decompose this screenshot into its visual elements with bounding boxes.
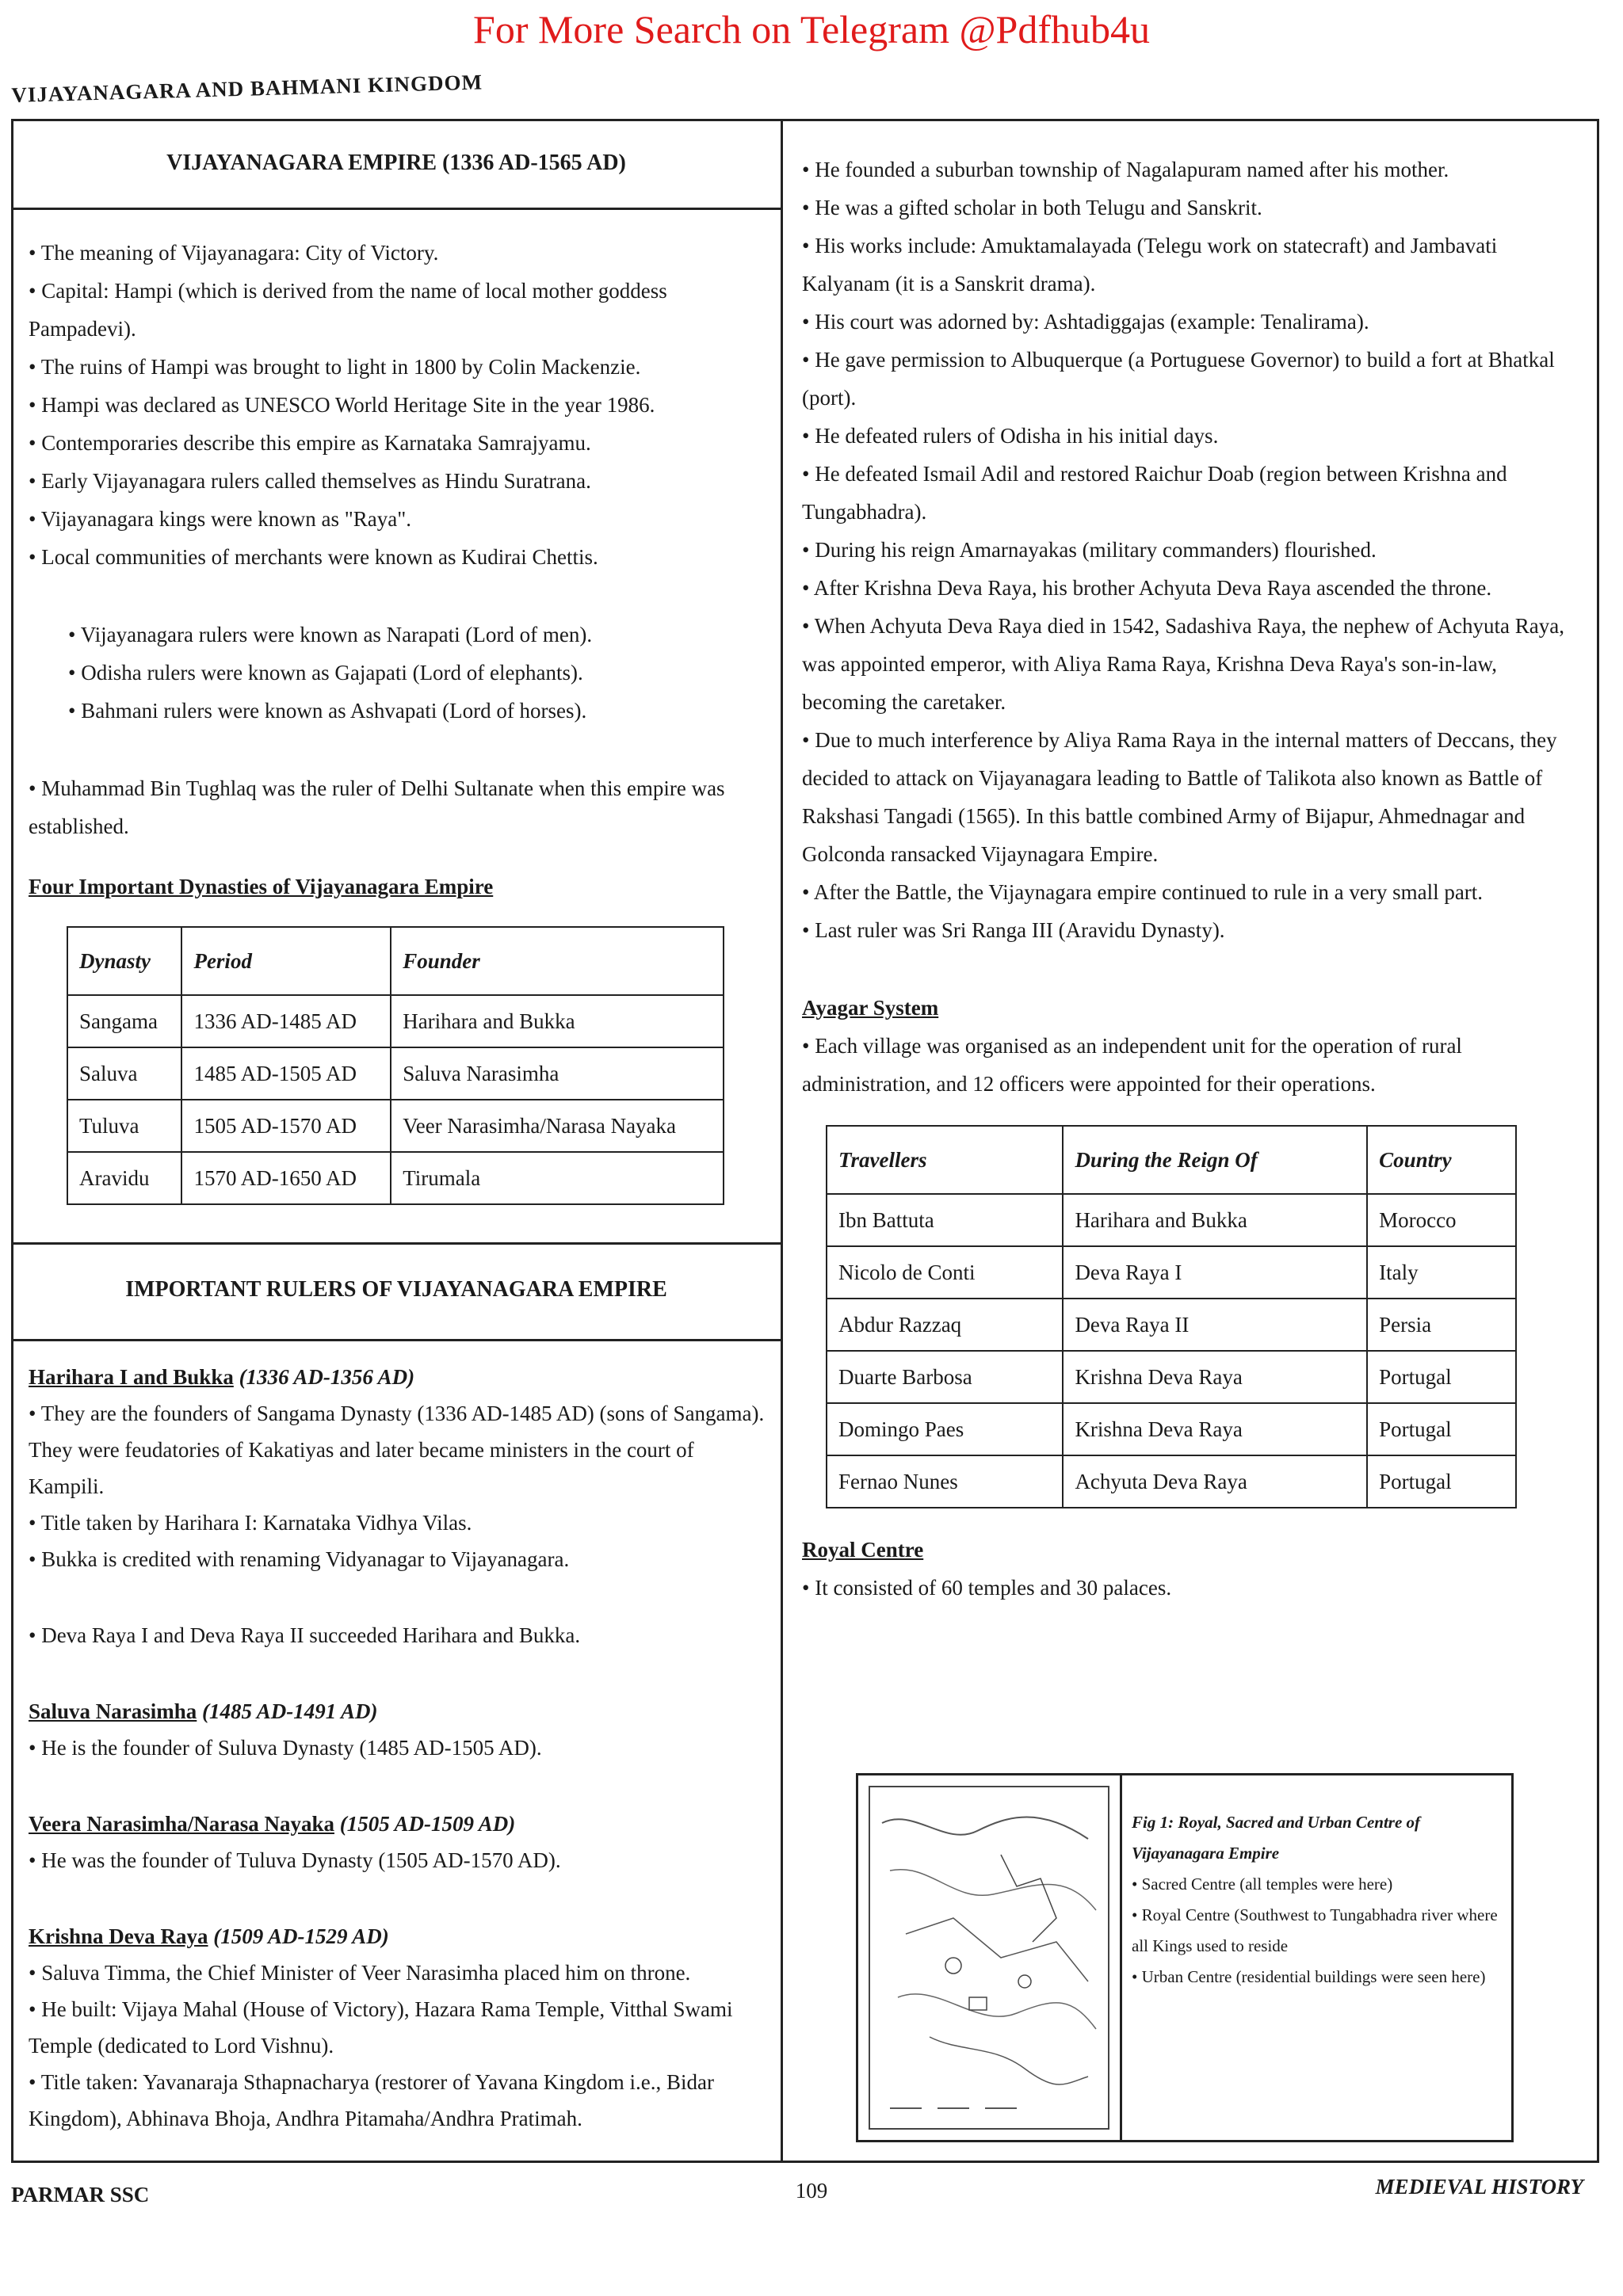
list-item: • The meaning of Vijayanagara: City of Victory. [29, 241, 439, 265]
list-item: • He gave permission to Albuquerque (a Portuguese Governor) to build a fort at Bhatkal (port). [802, 348, 1555, 410]
list-item: • During his reign Amarnayakas (military commanders) flourished. [802, 538, 1377, 562]
list-item: • He was the founder of Tuluva Dynasty (1505 AD-1570 AD). [29, 1848, 561, 1872]
list-item: • He was a gifted scholar in both Telugu and Sanskrit. [802, 196, 1262, 219]
table-row: Sangama 1336 AD-1485 AD Harihara and Bukka [67, 995, 724, 1047]
left-section-divider [11, 1242, 781, 1245]
tughlaq-note: • Muhammad Bin Tughlaq was the ruler of Delhi Sultanate when this empire was established. [29, 776, 725, 838]
column-divider [781, 119, 783, 2163]
list-item: • Hampi was declared as UNESCO World Heritage Site in the year 1986. [29, 393, 655, 417]
table-row: Domingo Paes Krishna Deva Raya Portugal [827, 1403, 1516, 1455]
telegram-banner: For More Search on Telegram @Pdfhub4u [473, 7, 1150, 51]
right-content [802, 151, 1583, 1607]
list-item: • Title taken by Harihara I: Karnataka Vidhya Vilas. [29, 1511, 472, 1535]
list-item: • Odisha rulers were known as Gajapati (Lord of elephants). [68, 661, 583, 685]
list-item: • When Achyuta Deva Raya died in 1542, Sadashiva Raya, the nephew of Achyuta Raya, was appointed emperor, with Aliya Rama Raya, Krishna Deva Raya's son-in-law, becoming the caretaker. [802, 614, 1564, 714]
list-item: • He founded a suburban township of Nagalapuram named after his mother. [802, 158, 1449, 181]
list-item: • His works include: Amuktamalayada (Telegu work on statecraft) and Jambavati Kalyanam (it is a Sanskrit drama). [802, 234, 1498, 296]
travellers-table [826, 1125, 1517, 1508]
list-item: • After the Battle, the Vijaynagara empire continued to rule in a very small part. [802, 880, 1484, 904]
important-rulers-heading: IMPORTANT RULERS OF VIJAYANAGARA EMPIRE [125, 1277, 667, 1302]
list-item: • It consisted of 60 temples and 30 palaces. [802, 1576, 1172, 1600]
table-header-row: Dynasty Period Founder [67, 927, 724, 995]
table-row: Fernao Nunes Achyuta Deva Raya Portugal [827, 1455, 1516, 1508]
table-header-row: Travellers During the Reign Of Country [827, 1126, 1516, 1194]
figure-caption-panel [1132, 1807, 1504, 1993]
ruler-heading: Saluva Narasimha (1485 AD-1491 AD) [29, 1699, 378, 1723]
vijayanagara-heading: VIJAYANAGARA EMPIRE (1336 AD-1565 AD) [166, 151, 626, 175]
ayagar-heading: Ayagar System [802, 996, 939, 1020]
list-item: • He is the founder of Suluva Dynasty (1485 AD-1505 AD). [29, 1736, 542, 1760]
left-top-content [29, 234, 766, 1205]
table-row: Duarte Barbosa Krishna Deva Raya Portugal [827, 1351, 1516, 1403]
ruler-heading: Krishna Deva Raya (1509 AD-1529 AD) [29, 1924, 389, 1948]
list-item: • Vijayanagara kings were known as "Raya". [29, 507, 411, 531]
list-item: • Saluva Timma, the Chief Minister of Veer Narasimha placed him on throne. [29, 1961, 691, 1985]
footer-publisher: PARMAR SSC [11, 2183, 150, 2206]
left-bottom-content [29, 1359, 766, 2137]
list-item: • Each village was organised as an independent unit for the operation of rural administration, and 12 officers were appointed for their operations. [802, 1034, 1462, 1096]
list-item: • Sacred Centre (all temples were here) [1132, 1875, 1393, 1894]
list-item: • He defeated Ismail Adil and restored Raichur Doab (region between Krishna and Tungabhadra). [802, 462, 1507, 524]
vijayanagara-map-sketch [858, 1775, 1120, 2140]
list-item: • Title taken: Yavanaraja Sthapnacharya (restorer of Yavana Kingdom i.e., Bidar Kingdom), Abhinava Bhoja, Andhra Pitamaha/Andhra Pratimah. [29, 2070, 715, 2130]
royal-centre-figure [856, 1773, 1514, 2142]
list-item: • His court was adorned by: Ashtadiggajas (example: Tenalirama). [802, 310, 1369, 334]
list-item: • After Krishna Deva Raya, his brother Achyuta Deva Raya ascended the throne. [802, 576, 1492, 600]
list-item: • The ruins of Hampi was brought to light in 1800 by Colin Mackenzie. [29, 355, 641, 379]
list-item: • Royal Centre (Southwest to Tungabhadra river where all Kings used to reside [1132, 1905, 1498, 1955]
table-row: Aravidu 1570 AD-1650 AD Tirumala [67, 1152, 724, 1204]
royal-centre-heading: Royal Centre [802, 1538, 924, 1562]
list-item: • Urban Centre (residential buildings were seen here) [1132, 1967, 1486, 1986]
table-row: Saluva 1485 AD-1505 AD Saluva Narasimha [67, 1047, 724, 1100]
list-item: • Due to much interference by Aliya Rama Raya in the internal matters of Deccans, they decided to attack on Vijayanagara leading to Battle of Talikota also known as Battle of Rakshasi Tangadi (1565). In this battle combined Army of Bijapur, Ahmednagar and Golconda ransacked Vijaynagara Empire. [802, 728, 1557, 866]
dynasties-subheading: Four Important Dynasties of Vijayanagara Empire [29, 875, 494, 898]
list-item: • Deva Raya I and Deva Raya II succeeded Harihara and Bukka. [29, 1623, 581, 1647]
dynasty-table [67, 926, 724, 1205]
page-number: 109 [795, 2179, 828, 2203]
list-item: • Last ruler was Sri Ranga III (Aravidu Dynasty). [802, 918, 1225, 942]
list-item: • They are the founders of Sangama Dynasty (1336 AD-1485 AD) (sons of Sangama). They were feudatories of Kakatiyas and later became ministers in the court of Kampili. [29, 1402, 765, 1498]
list-item: • He built: Vijaya Mahal (House of Victory), Hazara Rama Temple, Vitthal Swami Temple (dedicated to Lord Vishnu). [29, 1997, 733, 2058]
table-row: Abdur Razzaq Deva Raya II Persia [827, 1299, 1516, 1351]
footer-subject: MEDIEVAL HISTORY [1375, 2175, 1583, 2199]
ruler-heading: Harihara I and Bukka (1336 AD-1356 AD) [29, 1365, 415, 1389]
table-row: Ibn Battuta Harihara and Bukka Morocco [827, 1194, 1516, 1246]
left-top-heading-rule [11, 208, 781, 210]
list-item: • Bahmani rulers were known as Ashvapati (Lord of horses). [68, 699, 587, 723]
table-row: Nicolo de Conti Deva Raya I Italy [827, 1246, 1516, 1299]
list-item: • He defeated rulers of Odisha in his initial days. [802, 424, 1219, 448]
left-bottom-heading-rule [11, 1339, 781, 1341]
ruler-heading: Veera Narasimha/Narasa Nayaka (1505 AD-1509 AD) [29, 1812, 516, 1836]
list-item: • Bukka is credited with renaming Vidyanagar to Vijayanagara. [29, 1547, 570, 1571]
table-row: Tuluva 1505 AD-1570 AD Veer Narasimha/Narasa Nayaka [67, 1100, 724, 1152]
chapter-header: VIJAYANAGARA AND BAHMANI KINGDOM [11, 70, 483, 107]
list-item: • Capital: Hampi (which is derived from the name of local mother goddess Pampadevi). [29, 279, 667, 341]
list-item: • Vijayanagara rulers were known as Narapati (Lord of men). [68, 623, 593, 646]
list-item: • Early Vijayanagara rulers called themselves as Hindu Suratrana. [29, 469, 591, 493]
list-item: • Local communities of merchants were known as Kudirai Chettis. [29, 545, 598, 569]
figure-divider [1120, 1775, 1122, 2140]
list-item: • Contemporaries describe this empire as Karnataka Samrajyamu. [29, 431, 591, 455]
figure-caption: Fig 1: Royal, Sacred and Urban Centre of Vijayanagara Empire [1132, 1813, 1421, 1863]
